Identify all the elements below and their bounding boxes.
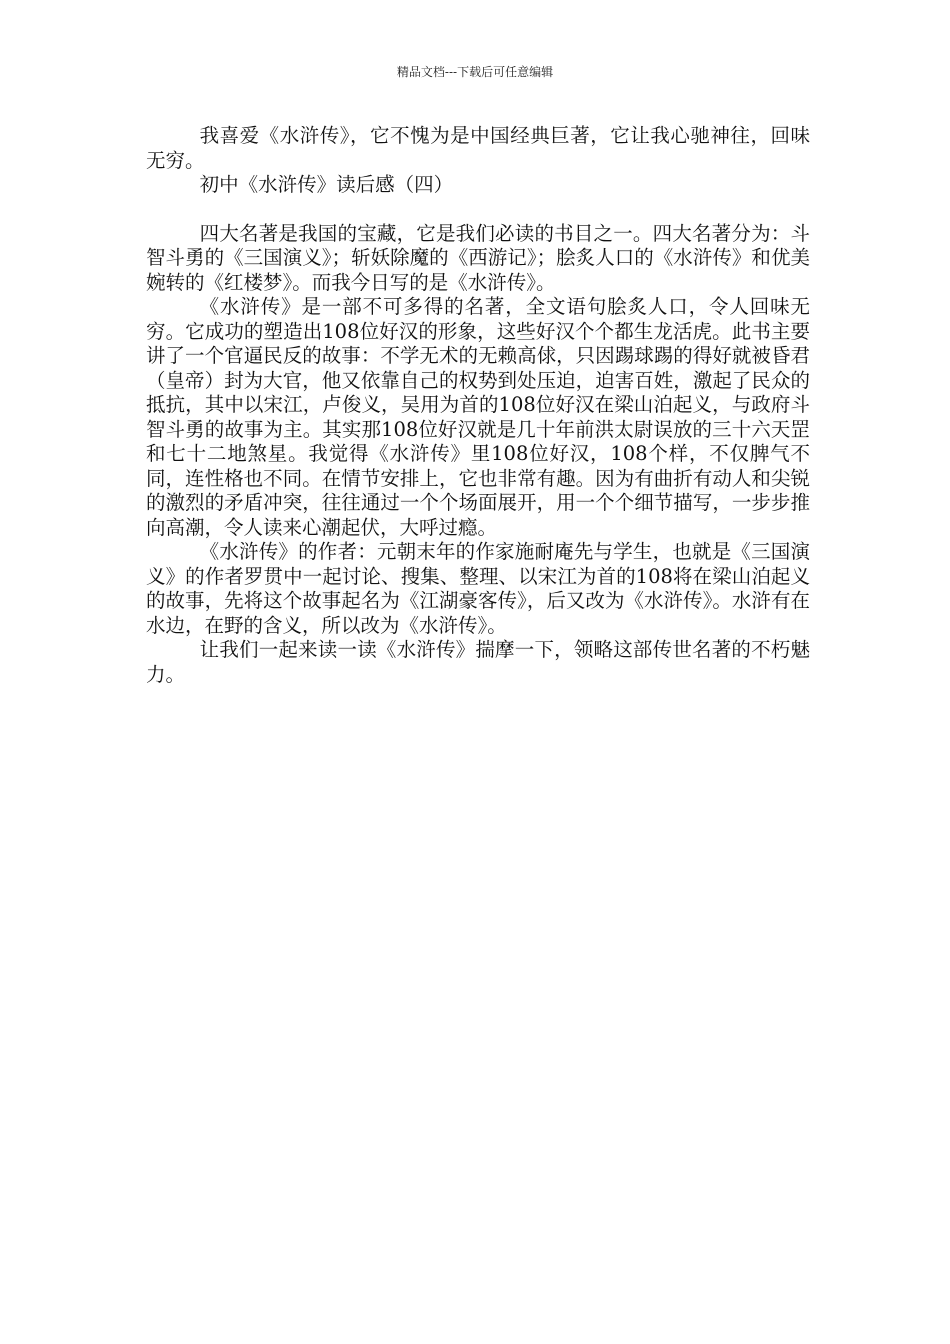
page-header: 精品文档---下载后可任意编辑 <box>396 65 554 79</box>
paragraph-4: 让我们一起来读一读《水浒传》揣摩一下，领略这部传世名著的不朽魅力。 <box>146 638 810 686</box>
paragraph-3: 《水浒传》的作者：元朝末年的作家施耐庵先与学生，也就是《三国演义》的作者罗贯中一起讨论、搜集、整理、以宋江为首的108将在梁山泊起义的故事，先将这个故事起名为《江湖豪客传》，后又改为《水浒传》。水浒有在水边，在野的含义，所以改为《水浒传》。 <box>146 540 810 637</box>
section-title: 初中《水浒传》读后感（四） <box>199 173 454 196</box>
paragraph-1: 四大名著是我国的宝藏，它是我们必读的书目之一。四大名著分为：斗智斗勇的《三国演义》；斩妖除魔的《西游记》；脍炙人口的《水浒传》和优美婉转的《红楼梦》。而我今日写的是《水浒传》。 <box>146 221 810 294</box>
paragraph-gap <box>146 198 810 222</box>
paragraph-2: 《水浒传》是一部不可多得的名著，全文语句脍炙人口，令人回味无穷。它成功的塑造出108位好汉的形象，这些好汉个个都生龙活虎。此书主要讲了一个官逼民反的故事：不学无术的无赖高俅，只因踢球踢的得好就被昏君（皇帝）封为大官，他又依靠自己的权势到处压迫，迫害百姓，激起了民众的抵抗，其中以宋江，卢俊义，吴用为首的108位好汉在梁山泊起义，与政府斗智斗勇的故事为主。其实那108位好汉就是几十年前洪太尉误放的三十六天罡和七十二地煞星。我觉得《水浒传》里108位好汉，108个样，不仅脾气不同，连性格也不同。在情节安排上，它也非常有趣。因为有曲折有动人和尖锐的激烈的矛盾冲突，往往通过一个个场面展开，用一个个细节描写，一步步推向高潮，令人读来心潮起伏，大呼过瘾。 <box>146 295 810 539</box>
document-body <box>146 124 810 687</box>
intro-paragraph: 我喜爱《水浒传》，它不愧为是中国经典巨著，它让我心驰神往，回味无穷。 <box>146 124 810 172</box>
